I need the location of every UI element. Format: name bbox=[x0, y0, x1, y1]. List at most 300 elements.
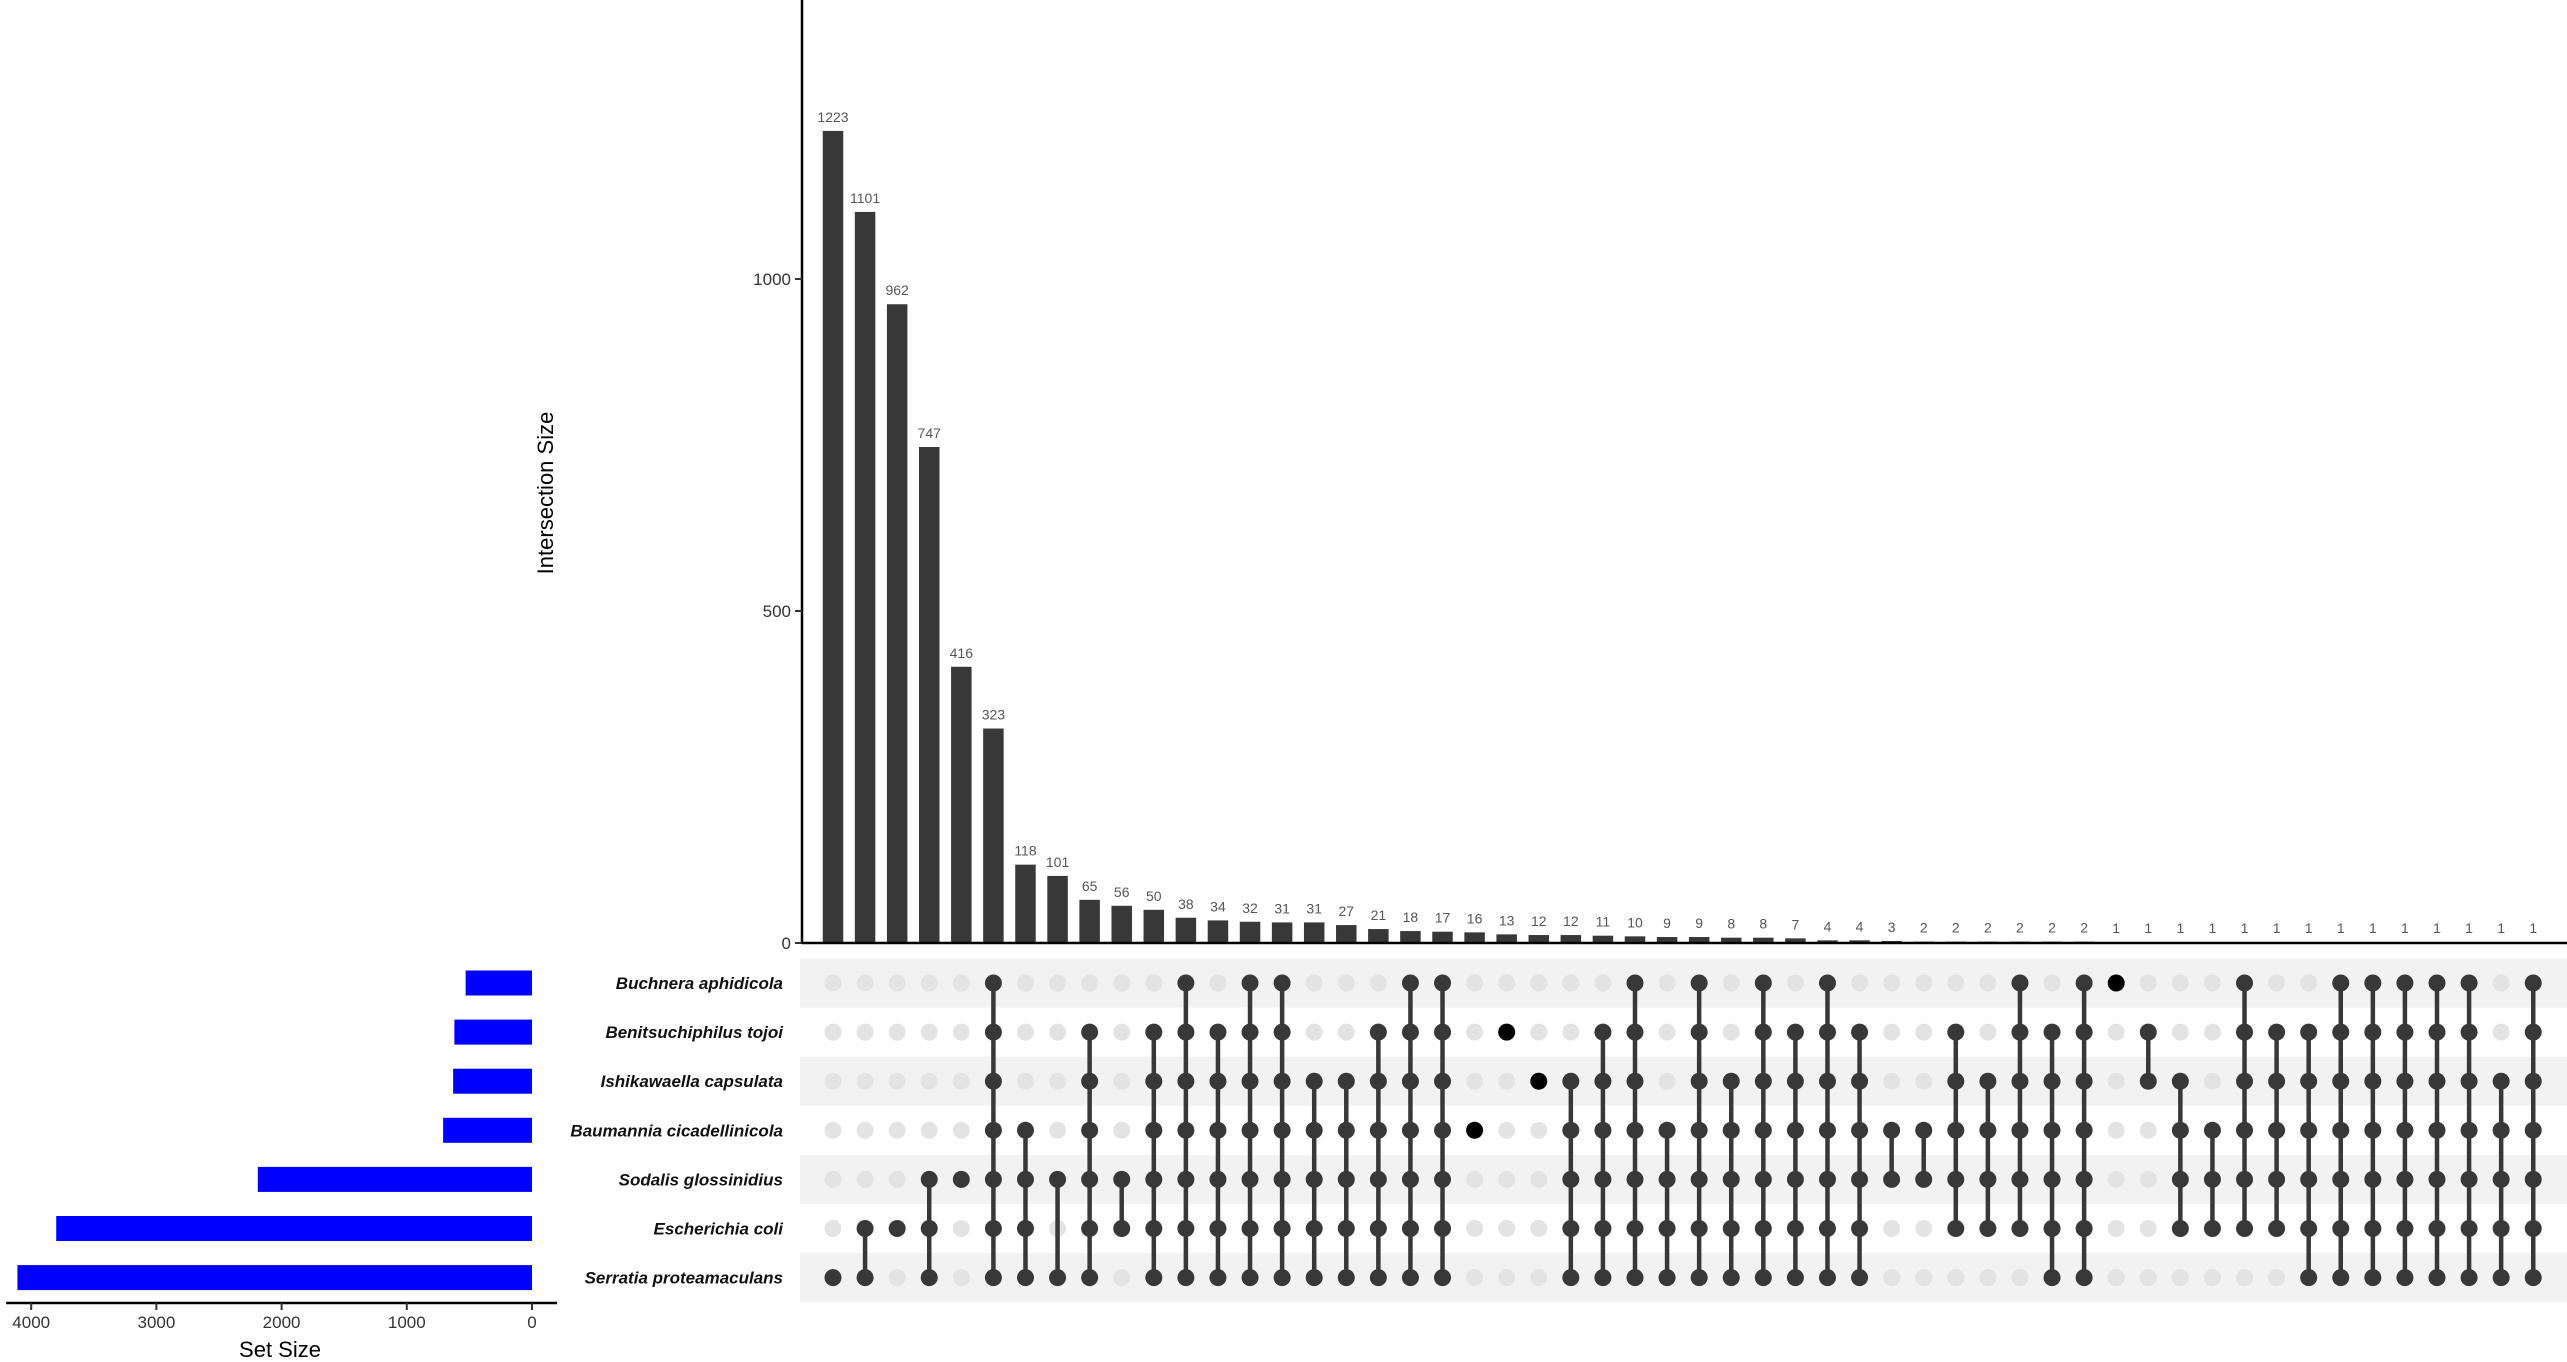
intersection-bar bbox=[1496, 934, 1517, 943]
matrix-dot-active bbox=[2493, 1220, 2510, 1237]
matrix-dot-active bbox=[1851, 1073, 1868, 1090]
matrix-dot-active bbox=[1338, 1220, 1355, 1237]
matrix-dot-inactive bbox=[1466, 1220, 1483, 1237]
matrix-dot-inactive bbox=[1883, 1220, 1900, 1237]
matrix-dot-active bbox=[1242, 975, 1259, 992]
matrix-dot-active bbox=[857, 1269, 874, 1286]
intersection-bar-label: 1 bbox=[2529, 920, 2538, 937]
matrix-dot-inactive bbox=[2204, 975, 2221, 992]
matrix-dot-active bbox=[1723, 1171, 1740, 1188]
matrix-dot-active bbox=[1755, 1220, 1772, 1237]
intersection-bar bbox=[1336, 925, 1357, 943]
matrix-dot-active bbox=[2332, 1269, 2349, 1286]
matrix-dot-active bbox=[1562, 1122, 1579, 1139]
matrix-dot-active bbox=[1177, 1073, 1194, 1090]
intersection-bar-label: 8 bbox=[1759, 915, 1768, 932]
matrix-dot-inactive bbox=[2493, 975, 2510, 992]
matrix-dot-active bbox=[1819, 1122, 1836, 1139]
matrix-dot-inactive bbox=[1947, 1269, 1964, 1286]
set-name-label: Ishikawaella capsulata bbox=[600, 1072, 783, 1092]
matrix-dot-inactive bbox=[953, 1269, 970, 1286]
matrix-dot-active bbox=[1434, 975, 1451, 992]
matrix-dot-inactive bbox=[2108, 1122, 2125, 1139]
matrix-dot-active bbox=[2204, 1220, 2221, 1237]
intersection-bar-label: 18 bbox=[1402, 909, 1419, 926]
matrix-dot-active bbox=[1594, 1073, 1611, 1090]
matrix-dot-inactive bbox=[857, 1171, 874, 1188]
set-name-label: Baumannia cicadellinicola bbox=[570, 1121, 783, 1141]
intersection-bar-label: 1 bbox=[2497, 920, 2506, 937]
matrix-dot-active bbox=[2364, 1269, 2381, 1286]
matrix-dot-inactive bbox=[1498, 1220, 1515, 1237]
intersection-bar-label: 323 bbox=[981, 706, 1006, 723]
matrix-dot-inactive bbox=[1915, 1024, 1932, 1041]
matrix-dot-inactive bbox=[2108, 1073, 2125, 1090]
matrix-dot-inactive bbox=[953, 1220, 970, 1237]
matrix-dot-inactive bbox=[1530, 1171, 1547, 1188]
matrix-dot-active bbox=[1627, 1122, 1644, 1139]
matrix-dot-inactive bbox=[1787, 975, 1804, 992]
matrix-dot-active bbox=[2332, 1122, 2349, 1139]
matrix-dot-active bbox=[2076, 1171, 2093, 1188]
matrix-dot-active bbox=[921, 1220, 938, 1237]
matrix-dot-inactive bbox=[2044, 975, 2061, 992]
matrix-active-dots bbox=[825, 975, 2542, 1287]
matrix-dot-inactive bbox=[1851, 975, 1868, 992]
intersection-bar bbox=[1240, 922, 1261, 943]
matrix-dot-active bbox=[2364, 1073, 2381, 1090]
matrix-dot-active bbox=[1306, 1220, 1323, 1237]
set-size-bars bbox=[17, 971, 532, 1291]
matrix-dot-inactive bbox=[1979, 1024, 1996, 1041]
matrix-dot-active bbox=[857, 1220, 874, 1237]
intersection-bar bbox=[887, 304, 908, 943]
matrix-dot-active bbox=[921, 1171, 938, 1188]
matrix-dot-active bbox=[1177, 1024, 1194, 1041]
intersection-bar-label: 38 bbox=[1178, 895, 1194, 912]
set-name-label: Sodalis glossinidius bbox=[618, 1170, 783, 1190]
matrix-dot-inactive bbox=[1915, 1220, 1932, 1237]
intersection-bar-label: 8 bbox=[1727, 915, 1736, 932]
matrix-dot-active bbox=[1017, 1122, 1034, 1139]
matrix-dot-active bbox=[2236, 1024, 2253, 1041]
matrix-dot-active bbox=[2525, 1024, 2542, 1041]
matrix-dot-active bbox=[1723, 1269, 1740, 1286]
matrix-dot-active bbox=[2396, 1122, 2413, 1139]
matrix-dot-inactive bbox=[1145, 975, 1162, 992]
matrix-dot-active bbox=[2429, 1122, 2446, 1139]
matrix-dot-active bbox=[1723, 1073, 1740, 1090]
intersection-bar-label: 2 bbox=[1951, 919, 1960, 936]
matrix-dot-inactive bbox=[1049, 1073, 1066, 1090]
matrix-dot-inactive bbox=[921, 1122, 938, 1139]
matrix-dot-active bbox=[1787, 1122, 1804, 1139]
matrix-dot-active bbox=[1691, 1122, 1708, 1139]
matrix-dot-active bbox=[889, 1220, 906, 1237]
intersection-bar bbox=[823, 131, 844, 943]
matrix-dot-active bbox=[1787, 1073, 1804, 1090]
matrix-dot-active bbox=[1691, 1073, 1708, 1090]
matrix-dot-active bbox=[1274, 1220, 1291, 1237]
matrix-dot-inactive bbox=[1113, 1024, 1130, 1041]
matrix-dot-active bbox=[1338, 1122, 1355, 1139]
matrix-dot-active bbox=[2396, 975, 2413, 992]
matrix-dot-active bbox=[1594, 1269, 1611, 1286]
matrix-dot-active bbox=[1434, 1171, 1451, 1188]
matrix-dot-inactive bbox=[953, 1122, 970, 1139]
matrix-dot-active bbox=[2268, 1171, 2285, 1188]
matrix-dot-active bbox=[2525, 1269, 2542, 1286]
matrix-dot-active bbox=[1659, 1171, 1676, 1188]
matrix-dot-inactive bbox=[889, 1269, 906, 1286]
matrix-dot-inactive bbox=[1979, 975, 1996, 992]
matrix-dot-active bbox=[2011, 1122, 2028, 1139]
intersection-bar-label: 1 bbox=[2304, 920, 2313, 937]
matrix-dot-active bbox=[2044, 1171, 2061, 1188]
matrix-dot-inactive bbox=[1883, 1073, 1900, 1090]
matrix-dot-active bbox=[2461, 1269, 2478, 1286]
matrix-dot-inactive bbox=[825, 1220, 842, 1237]
intersection-bar bbox=[1079, 900, 1100, 943]
matrix-dot-inactive bbox=[1915, 975, 1932, 992]
matrix-dot-active bbox=[1049, 1269, 1066, 1286]
matrix-dot-active bbox=[2396, 1171, 2413, 1188]
matrix-dot-inactive bbox=[1498, 1171, 1515, 1188]
matrix-dot-inactive bbox=[1370, 975, 1387, 992]
matrix-dot-active bbox=[1081, 1122, 1098, 1139]
matrix-dot-active bbox=[1627, 1269, 1644, 1286]
matrix-dot-active bbox=[1145, 1171, 1162, 1188]
matrix-dot-inactive bbox=[825, 975, 842, 992]
matrix-dot-active bbox=[2172, 1171, 2189, 1188]
intersection-bar-label: 1 bbox=[2144, 920, 2153, 937]
matrix-dot-inactive bbox=[2172, 1269, 2189, 1286]
matrix-dot-active bbox=[2300, 1024, 2317, 1041]
matrix-dot-inactive bbox=[825, 1073, 842, 1090]
matrix-dot-active bbox=[2364, 1220, 2381, 1237]
matrix-dot-inactive bbox=[1466, 1073, 1483, 1090]
matrix-dot-inactive bbox=[1530, 1122, 1547, 1139]
intersection-bar-label: 1 bbox=[2112, 920, 2121, 937]
matrix-dot-active bbox=[1402, 1220, 1419, 1237]
intersection-bar-label: 17 bbox=[1434, 909, 1451, 926]
matrix-dot-active bbox=[2461, 1024, 2478, 1041]
intersection-bar-label: 118 bbox=[1014, 842, 1037, 859]
matrix-dot-inactive bbox=[953, 1024, 970, 1041]
intersection-bar-label: 1 bbox=[2240, 920, 2249, 937]
matrix-dot-active bbox=[1723, 1122, 1740, 1139]
matrix-dot-active bbox=[2172, 1220, 2189, 1237]
matrix-dot-active bbox=[2493, 1073, 2510, 1090]
matrix-dot-active bbox=[2268, 1220, 2285, 1237]
matrix-dot-active bbox=[2300, 1220, 2317, 1237]
matrix-dot-inactive bbox=[1049, 975, 1066, 992]
matrix-dot-active bbox=[1402, 975, 1419, 992]
matrix-dot-active bbox=[1755, 1024, 1772, 1041]
matrix-dot-active bbox=[1274, 1024, 1291, 1041]
matrix-dot-inactive bbox=[1594, 975, 1611, 992]
matrix-dot-active bbox=[1947, 1024, 1964, 1041]
intersection-bar bbox=[1272, 922, 1293, 943]
matrix-dot-inactive bbox=[1659, 1024, 1676, 1041]
intersection-bar-label: 1101 bbox=[850, 189, 881, 206]
matrix-dot-inactive bbox=[921, 1024, 938, 1041]
matrix-dot-inactive bbox=[825, 1024, 842, 1041]
matrix-dot-active bbox=[2525, 1171, 2542, 1188]
matrix-dot-active bbox=[1947, 1171, 1964, 1188]
matrix-dot-active bbox=[2493, 1269, 2510, 1286]
matrix-dot-active bbox=[1915, 1122, 1932, 1139]
matrix-dot-active bbox=[985, 1269, 1002, 1286]
matrix-dot-active bbox=[2461, 1220, 2478, 1237]
matrix-dot-active bbox=[1177, 975, 1194, 992]
matrix-dot-active bbox=[1594, 1122, 1611, 1139]
matrix-dot-inactive bbox=[825, 1122, 842, 1139]
matrix-dot-inactive bbox=[889, 1171, 906, 1188]
matrix-dot-active bbox=[1851, 1122, 1868, 1139]
matrix-dot-inactive bbox=[1723, 975, 1740, 992]
matrix-dot-active bbox=[1145, 1220, 1162, 1237]
set-size-tick-label: 1000 bbox=[387, 1313, 426, 1332]
intersection-bar-label: 101 bbox=[1045, 853, 1070, 870]
matrix-dot-inactive bbox=[2140, 1269, 2157, 1286]
matrix-dot-active bbox=[1979, 1073, 1996, 1090]
matrix-dot-active bbox=[1274, 975, 1291, 992]
matrix-dot-active bbox=[2108, 975, 2125, 992]
matrix-dot-inactive bbox=[2300, 975, 2317, 992]
intersection-bar-label: 65 bbox=[1081, 877, 1098, 894]
matrix-dot-active bbox=[1787, 1171, 1804, 1188]
matrix-dot-active bbox=[1177, 1220, 1194, 1237]
intersection-bar bbox=[1208, 920, 1229, 943]
matrix-dot-active bbox=[1338, 1171, 1355, 1188]
intersection-bar-label: 1 bbox=[2401, 920, 2409, 937]
intersection-bar-label: 31 bbox=[1274, 900, 1290, 917]
intersection-bar bbox=[1144, 910, 1165, 943]
intersection-size-axis-title: Intersection Size bbox=[533, 411, 558, 575]
matrix-dot-active bbox=[1434, 1269, 1451, 1286]
matrix-dot-active bbox=[1915, 1171, 1932, 1188]
matrix-dot-active bbox=[1049, 1171, 1066, 1188]
intersection-bar-label: 16 bbox=[1466, 910, 1483, 927]
matrix-dot-inactive bbox=[1113, 1122, 1130, 1139]
y-tick-label: 500 bbox=[762, 602, 791, 621]
y-tick-label: 1000 bbox=[753, 270, 791, 289]
matrix-dot-inactive bbox=[1049, 1122, 1066, 1139]
set-name-label: Buchnera aphidicola bbox=[615, 974, 783, 993]
matrix-dot-inactive bbox=[1979, 1269, 1996, 1286]
intersection-bar bbox=[1176, 918, 1197, 943]
matrix-dot-active bbox=[1434, 1122, 1451, 1139]
intersection-bar bbox=[919, 447, 940, 943]
set-size-bar bbox=[258, 1167, 532, 1192]
matrix-dot-active bbox=[1755, 1122, 1772, 1139]
matrix-dot-active bbox=[953, 1171, 970, 1188]
matrix-dot-inactive bbox=[1530, 1269, 1547, 1286]
matrix-dot-active bbox=[985, 1171, 1002, 1188]
matrix-dot-active bbox=[2236, 1122, 2253, 1139]
intersection-bar bbox=[1111, 906, 1132, 943]
matrix-dot-active bbox=[1242, 1024, 1259, 1041]
set-size-bar bbox=[454, 1020, 532, 1045]
matrix-dot-active bbox=[2364, 1122, 2381, 1139]
matrix-dot-active bbox=[1306, 1171, 1323, 1188]
matrix-dot-active bbox=[2268, 1122, 2285, 1139]
matrix-dot-active bbox=[1145, 1073, 1162, 1090]
matrix-dot-active bbox=[1530, 1073, 1547, 1090]
intersection-bar-label: 1 bbox=[2208, 920, 2217, 937]
intersection-bar-label: 13 bbox=[1498, 912, 1515, 929]
set-size-axis-title: Set Size bbox=[239, 1337, 321, 1362]
matrix-dot-inactive bbox=[1113, 1073, 1130, 1090]
matrix-dot-inactive bbox=[2140, 975, 2157, 992]
matrix-dot-active bbox=[1979, 1122, 1996, 1139]
matrix-dot-active bbox=[1755, 975, 1772, 992]
matrix-dot-inactive bbox=[1306, 975, 1323, 992]
intersection-bar-label: 27 bbox=[1338, 903, 1355, 920]
matrix-dot-active bbox=[2364, 975, 2381, 992]
matrix-dot-active bbox=[985, 1220, 1002, 1237]
set-size-tick-label: 0 bbox=[527, 1313, 537, 1332]
matrix-dot-inactive bbox=[1306, 1024, 1323, 1041]
intersection-bar-label: 1 bbox=[2465, 920, 2473, 937]
matrix-dot-active bbox=[1594, 1171, 1611, 1188]
matrix-dot-active bbox=[1402, 1171, 1419, 1188]
matrix-dot-active bbox=[1947, 1220, 1964, 1237]
matrix-dot-inactive bbox=[2140, 1122, 2157, 1139]
intersection-bar-label: 1223 bbox=[817, 108, 849, 125]
matrix-dot-inactive bbox=[1017, 1024, 1034, 1041]
matrix-dot-active bbox=[1306, 1073, 1323, 1090]
matrix-dot-active bbox=[1594, 1220, 1611, 1237]
matrix-dot-active bbox=[2332, 1024, 2349, 1041]
intersection-bar-label: 10 bbox=[1627, 914, 1643, 931]
matrix-dot-active bbox=[1819, 1171, 1836, 1188]
matrix-dot-active bbox=[1627, 1220, 1644, 1237]
matrix-dot-inactive bbox=[2108, 1024, 2125, 1041]
matrix-dot-active bbox=[985, 1122, 1002, 1139]
matrix-dot-inactive bbox=[2108, 1171, 2125, 1188]
matrix-dot-active bbox=[1402, 1024, 1419, 1041]
matrix-dot-active bbox=[2332, 1171, 2349, 1188]
intersection-bar-label: 7 bbox=[1791, 916, 1800, 933]
intersection-bar-labels bbox=[817, 109, 2537, 936]
matrix-dot-active bbox=[1338, 1269, 1355, 1286]
matrix-dot-inactive bbox=[2108, 1269, 2125, 1286]
matrix-dot-active bbox=[2204, 1171, 2221, 1188]
matrix-dot-active bbox=[1274, 1122, 1291, 1139]
matrix-dot-active bbox=[1242, 1073, 1259, 1090]
matrix-dot-active bbox=[1819, 975, 1836, 992]
matrix-dot-active bbox=[1947, 1122, 1964, 1139]
matrix-dot-inactive bbox=[1113, 1269, 1130, 1286]
matrix-dot-inactive bbox=[1338, 975, 1355, 992]
intersection-bar-label: 962 bbox=[885, 282, 909, 299]
matrix-dot-active bbox=[1081, 1073, 1098, 1090]
matrix-dot-active bbox=[1819, 1024, 1836, 1041]
intersection-bar-label: 3 bbox=[1887, 919, 1896, 936]
matrix-dot-active bbox=[1081, 1269, 1098, 1286]
set-size-bar bbox=[466, 971, 532, 996]
matrix-dot-active bbox=[2076, 1073, 2093, 1090]
matrix-dot-active bbox=[2525, 1220, 2542, 1237]
matrix-dot-inactive bbox=[1466, 975, 1483, 992]
matrix-dot-inactive bbox=[2140, 1220, 2157, 1237]
matrix-dot-inactive bbox=[2011, 1269, 2028, 1286]
matrix-dot-active bbox=[1659, 1269, 1676, 1286]
matrix-dot-inactive bbox=[1338, 1024, 1355, 1041]
intersection-bar-label: 11 bbox=[1595, 913, 1611, 930]
matrix-dot-active bbox=[1787, 1024, 1804, 1041]
matrix-dot-active bbox=[2076, 1269, 2093, 1286]
set-size-tick-label: 4000 bbox=[12, 1313, 51, 1332]
matrix-dot-active bbox=[1787, 1269, 1804, 1286]
matrix-dot-active bbox=[2236, 1220, 2253, 1237]
matrix-dot-active bbox=[1851, 1269, 1868, 1286]
set-names bbox=[570, 974, 784, 1288]
matrix-dot-active bbox=[2364, 1024, 2381, 1041]
matrix-dot-active bbox=[1145, 1024, 1162, 1041]
intersection-bar-label: 32 bbox=[1242, 899, 1258, 916]
matrix-dot-inactive bbox=[1915, 1269, 1932, 1286]
matrix-dot-active bbox=[1370, 1073, 1387, 1090]
matrix-dot-active bbox=[1979, 1220, 1996, 1237]
intersection-bar-label: 747 bbox=[917, 424, 941, 441]
matrix-dot-active bbox=[1242, 1269, 1259, 1286]
intersection-bar bbox=[1464, 932, 1485, 943]
matrix-dot-inactive bbox=[857, 1024, 874, 1041]
matrix-dot-active bbox=[1755, 1269, 1772, 1286]
matrix-dot-active bbox=[1979, 1171, 1996, 1188]
matrix-dot-inactive bbox=[1113, 975, 1130, 992]
matrix-dot-active bbox=[2525, 1122, 2542, 1139]
matrix-dot-active bbox=[1819, 1269, 1836, 1286]
matrix-dot-inactive bbox=[1498, 975, 1515, 992]
intersection-bar-label: 2 bbox=[2048, 919, 2056, 936]
matrix-dot-active bbox=[1498, 1024, 1515, 1041]
matrix-dot-inactive bbox=[1081, 975, 1098, 992]
matrix-dot-active bbox=[1562, 1073, 1579, 1090]
matrix-dot-inactive bbox=[921, 975, 938, 992]
matrix-dot-active bbox=[1145, 1122, 1162, 1139]
matrix-dot-active bbox=[1209, 1171, 1226, 1188]
intersection-bar-label: 2 bbox=[2080, 919, 2089, 936]
matrix-dot-active bbox=[1402, 1122, 1419, 1139]
matrix-dot-active bbox=[1209, 1122, 1226, 1139]
matrix-dot-active bbox=[1627, 1073, 1644, 1090]
matrix-dot-inactive bbox=[1209, 975, 1226, 992]
matrix-dot-active bbox=[1755, 1073, 1772, 1090]
matrix-dot-active bbox=[985, 975, 1002, 992]
intersection-bar-label: 9 bbox=[1663, 915, 1671, 932]
matrix-dot-active bbox=[2429, 1220, 2446, 1237]
matrix-dot-active bbox=[1659, 1220, 1676, 1237]
matrix-dot-active bbox=[1274, 1073, 1291, 1090]
matrix-dot-active bbox=[1755, 1171, 1772, 1188]
intersection-bar-label: 2 bbox=[2016, 919, 2024, 936]
matrix-dot-inactive bbox=[1723, 1024, 1740, 1041]
intersection-bar-label: 31 bbox=[1306, 900, 1322, 917]
matrix-dot-inactive bbox=[2204, 1269, 2221, 1286]
intersection-bar bbox=[855, 212, 876, 943]
set-size-tick-label: 3000 bbox=[137, 1313, 176, 1332]
matrix-dot-active bbox=[1402, 1269, 1419, 1286]
matrix-dot-active bbox=[1081, 1024, 1098, 1041]
matrix-dot-active bbox=[2076, 1220, 2093, 1237]
intersection-bar-label: 4 bbox=[1823, 918, 1832, 935]
matrix-dot-active bbox=[2332, 1073, 2349, 1090]
matrix-dot-active bbox=[985, 1073, 1002, 1090]
